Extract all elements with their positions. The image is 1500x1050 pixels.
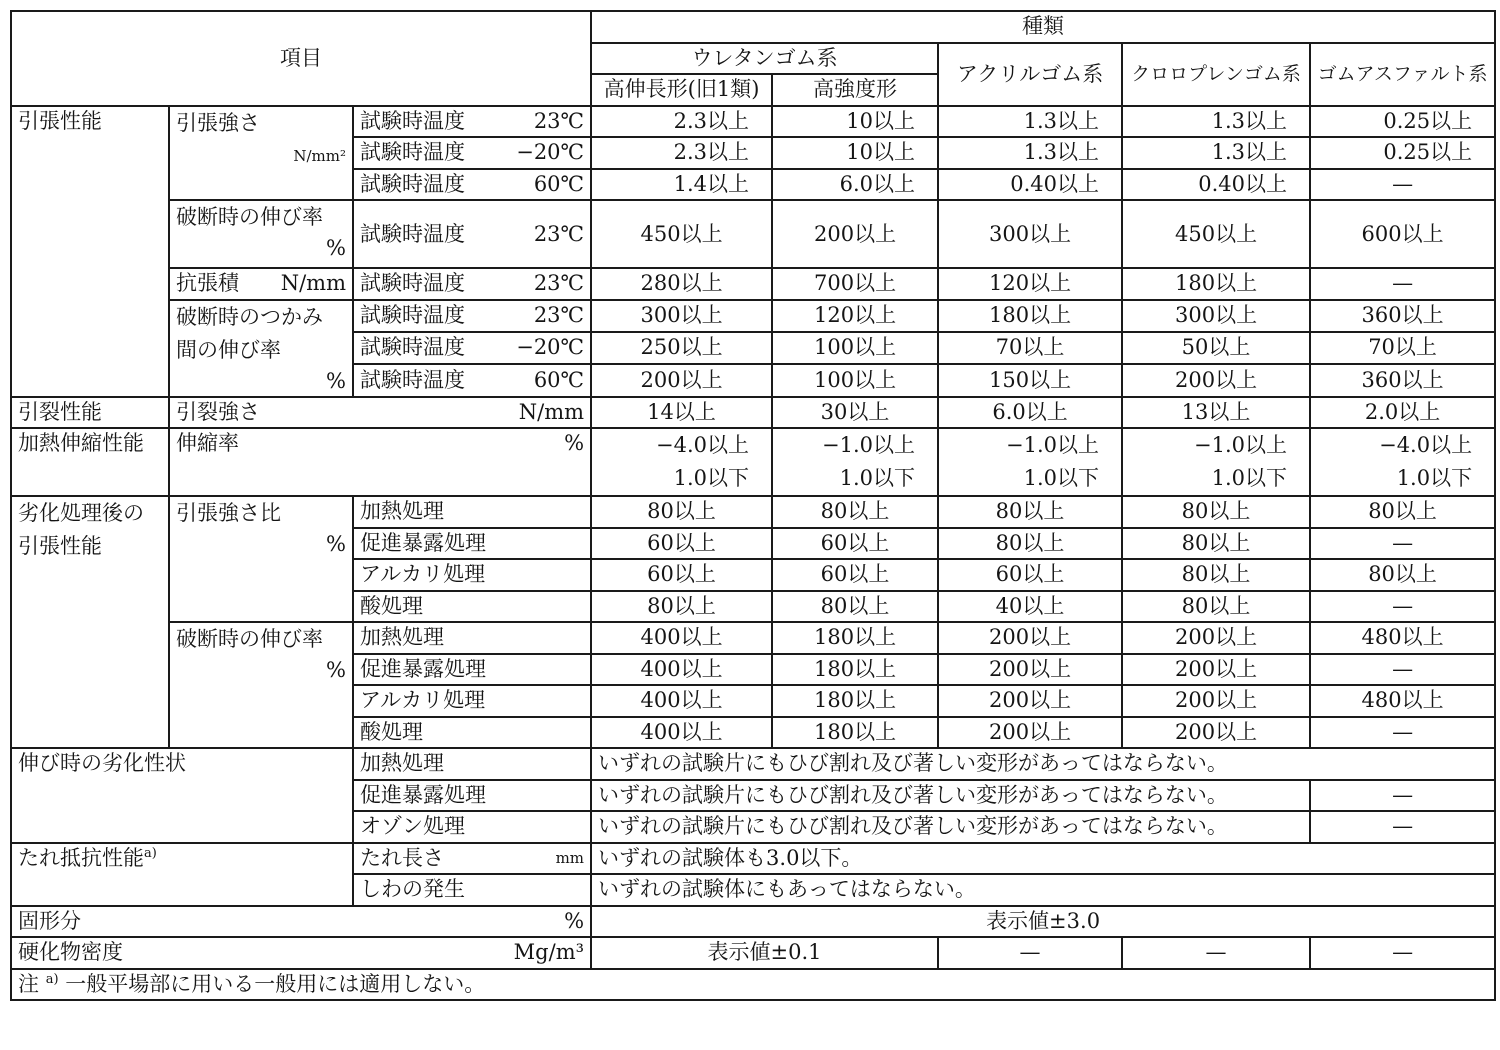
value-cell: 2.3以上 (591, 137, 772, 169)
value-cell: 150以上 (938, 364, 1122, 396)
value-cell: 60以上 (938, 559, 1122, 591)
header-rubber-asphalt: ゴムアスファルト系 (1310, 43, 1495, 106)
category-aging: 劣化処理後の 引張性能 (11, 496, 169, 748)
value-cell: 200以上 (1122, 364, 1310, 396)
category-heat: 加熱伸縮性能 (11, 428, 169, 496)
value-cell: 400以上 (591, 685, 772, 717)
label-tensile-product: 抗張積 N/mm (169, 268, 353, 300)
value-cell: 280以上 (591, 268, 772, 300)
value-cell: 360以上 (1310, 300, 1495, 332)
value-cell: 120以上 (938, 268, 1122, 300)
value-cell: 2.0以上 (1310, 397, 1495, 429)
label-grip-elongation: 破断時のつかみ 間の伸び率 % (169, 300, 353, 397)
value-cell: 200以上 (938, 654, 1122, 686)
value-cell: 120以上 (772, 300, 938, 332)
value-cell: 80以上 (1122, 496, 1310, 528)
value-cell: 0.40以上 (938, 169, 1122, 201)
value-cell: 250以上 (591, 332, 772, 364)
value-cell: 200以上 (1122, 685, 1310, 717)
header-chloroprene: クロロプレンゴム系 (1122, 43, 1310, 106)
value-cell: 300以上 (1122, 300, 1310, 332)
value-cell: 60以上 (772, 528, 938, 560)
value-cell: 600以上 (1310, 200, 1495, 268)
condition-cell: 促進暴露処理 (353, 528, 591, 560)
table-row (11, 622, 1495, 654)
value-cell: 60以上 (772, 559, 938, 591)
header-urethane: ウレタンゴム系 (591, 43, 938, 75)
value-cell: — (1310, 169, 1495, 201)
value-cell: 40以上 (938, 591, 1122, 623)
value-cell: 180以上 (1122, 268, 1310, 300)
condition-cell: 加熱処理 (353, 748, 591, 780)
value-cell: 180以上 (938, 300, 1122, 332)
value-cell: 70以上 (1310, 332, 1495, 364)
table-row (11, 748, 1495, 780)
value-cell: 表示値±0.1 (591, 937, 938, 969)
value-cell: 0.25以上 (1310, 137, 1495, 169)
header-item: 項目 (11, 11, 591, 106)
value-cell: 30以上 (772, 397, 938, 429)
label-density: 硬化物密度 Mg/m³ (11, 937, 591, 969)
value-cell: 700以上 (772, 268, 938, 300)
value-cell: 80以上 (591, 591, 772, 623)
category-deterioration: 伸び時の劣化性状 (11, 748, 353, 843)
value-cell: 360以上 (1310, 364, 1495, 396)
value-cell: 200以上 (938, 622, 1122, 654)
value-cell: 表示値±3.0 (591, 906, 1495, 938)
condition-cell: アルカリ処理 (353, 685, 591, 717)
condition-cell: 加熱処理 (353, 622, 591, 654)
condition-cell: 試験時温度 23℃ (353, 300, 591, 332)
value-cell: 200以上 (938, 717, 1122, 749)
value-cell: — (1310, 937, 1495, 969)
value-cell: 300以上 (591, 300, 772, 332)
category-sag: たれ抵抗性能$^{a)}$ (11, 843, 353, 906)
value-cell: 10以上 (772, 137, 938, 169)
label-tear-strength: 引裂強さ N/mm (169, 397, 591, 429)
condition-cell: 試験時温度 −20℃ (353, 332, 591, 364)
table-row (11, 496, 1495, 528)
value-cell: −1.0以上 1.0以下 (772, 428, 938, 496)
value-cell: 180以上 (772, 685, 938, 717)
condition-cell: 酸処理 (353, 591, 591, 623)
value-cell: 100以上 (772, 332, 938, 364)
value-cell: 60以上 (591, 559, 772, 591)
value-cell: 1.4以上 (591, 169, 772, 201)
header-high-strength: 高強度形 (772, 74, 938, 106)
value-cell: 0.25以上 (1310, 106, 1495, 138)
label-strength-ratio: 引張強さ比 % (169, 496, 353, 622)
value-cell: −1.0以上 1.0以下 (1122, 428, 1310, 496)
spec-table (10, 10, 1496, 1001)
value-cell: 80以上 (772, 496, 938, 528)
table-row (11, 969, 1495, 1001)
value-cell: 1.3以上 (938, 106, 1122, 138)
value-cell: 300以上 (938, 200, 1122, 268)
condition-cell: オゾン処理 (353, 811, 591, 843)
condition-cell: 試験時温度 60℃ (353, 364, 591, 396)
table-row (11, 300, 1495, 332)
requirement-text: いずれの試験体も3.0以下。 (591, 843, 1495, 875)
value-cell: — (1122, 937, 1310, 969)
condition-cell: アルカリ処理 (353, 559, 591, 591)
label-sag-length: たれ長さ mm (353, 843, 591, 875)
value-cell: 1.3以上 (1122, 137, 1310, 169)
value-cell: 180以上 (772, 654, 938, 686)
value-cell: 450以上 (591, 200, 772, 268)
condition-cell: 試験時温度 23℃ (353, 268, 591, 300)
value-cell: 180以上 (772, 622, 938, 654)
condition-cell: 促進暴露処理 (353, 780, 591, 812)
value-cell: 80以上 (938, 496, 1122, 528)
label-solid-content: 固形分 % (11, 906, 591, 938)
value-cell: 80以上 (1310, 496, 1495, 528)
value-cell: 1.3以上 (938, 137, 1122, 169)
value-cell: 200以上 (1122, 654, 1310, 686)
value-cell: 80以上 (1122, 591, 1310, 623)
value-cell: — (1310, 268, 1495, 300)
value-cell: 200以上 (938, 685, 1122, 717)
value-cell: 0.40以上 (1122, 169, 1310, 201)
value-cell: 1.3以上 (1122, 106, 1310, 138)
requirement-text: いずれの試験片にもひび割れ及び著しい変形があってはならない。 (591, 748, 1495, 780)
label-heat-ratio: 伸縮率 % (169, 428, 591, 496)
value-cell: 14以上 (591, 397, 772, 429)
value-cell: 180以上 (772, 717, 938, 749)
table-row (11, 106, 1495, 138)
spec-sheet (10, 10, 1494, 1001)
value-cell: 6.0以上 (772, 169, 938, 201)
value-cell: 480以上 (1310, 622, 1495, 654)
value-cell: −1.0以上 1.0以下 (938, 428, 1122, 496)
value-cell: — (1310, 528, 1495, 560)
value-cell: 200以上 (591, 364, 772, 396)
category-tensile: 引張性能 (11, 106, 169, 397)
table-row (11, 200, 1495, 268)
value-cell: 400以上 (591, 654, 772, 686)
requirement-text: いずれの試験片にもひび割れ及び著しい変形があってはならない。 (591, 811, 1310, 843)
table-row (11, 268, 1495, 300)
label-elongation-at-break: 破断時の伸び率 % (169, 200, 353, 268)
requirement-text: いずれの試験片にもひび割れ及び著しい変形があってはならない。 (591, 780, 1310, 812)
value-cell: — (1310, 717, 1495, 749)
label-aging-elongation: 破断時の伸び率 % (169, 622, 353, 748)
value-cell: 200以上 (772, 200, 938, 268)
unit-tensile-strength: N/mm² (293, 146, 346, 165)
value-cell: −4.0以上 1.0以下 (591, 428, 772, 496)
value-cell: 70以上 (938, 332, 1122, 364)
condition-cell: 促進暴露処理 (353, 654, 591, 686)
condition-cell: 試験時温度 23℃ (353, 200, 591, 268)
value-cell: 450以上 (1122, 200, 1310, 268)
table-row (11, 428, 1495, 496)
value-cell: 400以上 (591, 717, 772, 749)
condition-cell: 試験時温度 60℃ (353, 169, 591, 201)
header-high-elongation: 高伸長形(旧1類) (591, 74, 772, 106)
condition-cell: 試験時温度 −20℃ (353, 137, 591, 169)
value-cell: 13以上 (1122, 397, 1310, 429)
value-cell: 80以上 (772, 591, 938, 623)
table-row (11, 906, 1495, 938)
value-cell: 2.3以上 (591, 106, 772, 138)
header-kind: 種類 (591, 11, 1495, 43)
value-cell: 80以上 (591, 496, 772, 528)
value-cell: 80以上 (1122, 528, 1310, 560)
value-cell: 400以上 (591, 622, 772, 654)
value-cell: 200以上 (1122, 717, 1310, 749)
label-tensile-strength: 引張強さ N/mm² (169, 106, 353, 201)
table-row (11, 397, 1495, 429)
footnote: 注 $^{a)}$ 一般平場部に用いる一般用には適用しない。 (11, 969, 1495, 1001)
value-cell: — (938, 937, 1122, 969)
condition-cell: 試験時温度 23℃ (353, 106, 591, 138)
header-row-1 (11, 11, 1495, 43)
label-wrinkle: しわの発生 (353, 874, 591, 906)
condition-cell: 酸処理 (353, 717, 591, 749)
value-cell: 6.0以上 (938, 397, 1122, 429)
value-cell: 10以上 (772, 106, 938, 138)
table-row (11, 937, 1495, 969)
condition-cell: 加熱処理 (353, 496, 591, 528)
value-cell: — (1310, 591, 1495, 623)
value-cell: 480以上 (1310, 685, 1495, 717)
value-cell: 80以上 (1310, 559, 1495, 591)
value-cell: 60以上 (591, 528, 772, 560)
value-cell: 80以上 (938, 528, 1122, 560)
header-acrylic: アクリルゴム系 (938, 43, 1122, 106)
value-cell: — (1310, 780, 1495, 812)
value-cell: −4.0以上 1.0以下 (1310, 428, 1495, 496)
value-cell: — (1310, 811, 1495, 843)
table-row (11, 843, 1495, 875)
value-cell: 50以上 (1122, 332, 1310, 364)
value-cell: 200以上 (1122, 622, 1310, 654)
requirement-text: いずれの試験体にもあってはならない。 (591, 874, 1495, 906)
category-tear: 引裂性能 (11, 397, 169, 429)
value-cell: 100以上 (772, 364, 938, 396)
value-cell: 80以上 (1122, 559, 1310, 591)
value-cell: — (1310, 654, 1495, 686)
